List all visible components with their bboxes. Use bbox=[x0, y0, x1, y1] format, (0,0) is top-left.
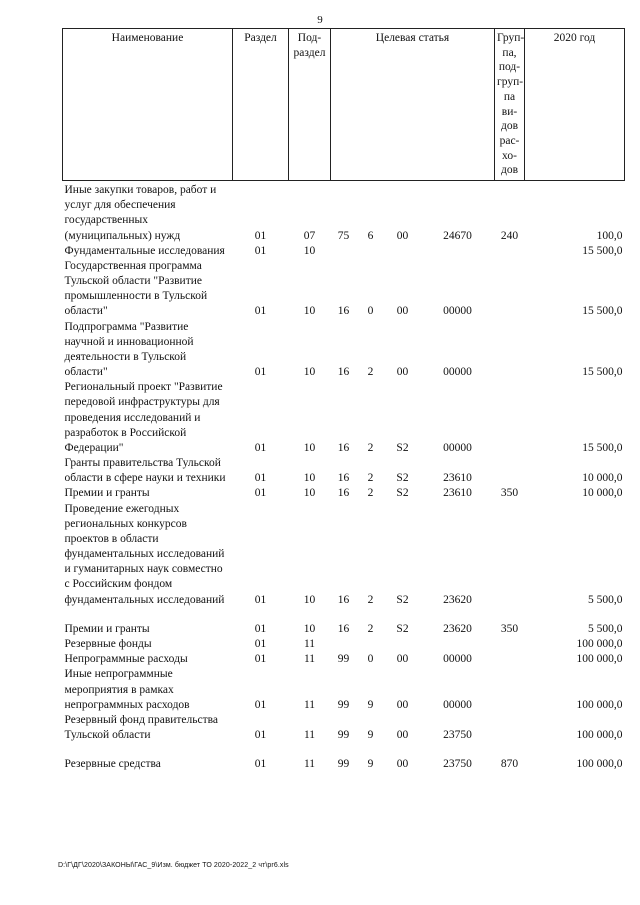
row-target-program: 16 bbox=[337, 622, 350, 635]
row-podrazdel: 10 bbox=[303, 487, 316, 500]
row-amount: 5 500,0 bbox=[588, 622, 623, 635]
row-razdel: 01 bbox=[254, 653, 267, 666]
table-row bbox=[63, 320, 625, 381]
row-expense-group bbox=[495, 456, 525, 486]
header-expense-group: Груп-па, под-груп-па ви-дов рас-хо-дов bbox=[495, 29, 525, 181]
row-name: Проведение ежегодных региональных конкурсов проектов в области фундаментальных исследований и гуманитарных наук совместно с Российским фондом фундаментальных исследований bbox=[64, 502, 225, 606]
row-razdel: 01 bbox=[254, 729, 267, 742]
row-amount: 15 500,0 bbox=[582, 305, 623, 318]
page-number: 9 bbox=[317, 14, 323, 26]
row-podrazdel: 10 bbox=[303, 366, 316, 379]
row-target-direction: 24670 bbox=[443, 229, 472, 242]
row-target-direction: 23620 bbox=[443, 622, 472, 635]
row-expense-group bbox=[495, 380, 525, 456]
row-name: Государственная программа Тульской области "Развитие промышленности в Тульской области" bbox=[64, 259, 208, 318]
row-target-program: 99 bbox=[337, 653, 350, 666]
row-amount: 100 000,0 bbox=[576, 758, 623, 771]
table-row bbox=[63, 757, 625, 772]
row-target-direction: 23750 bbox=[443, 758, 472, 771]
row-target-direction: 23610 bbox=[443, 472, 472, 485]
row-expense-group bbox=[495, 259, 525, 320]
header-year: 2020 год bbox=[525, 29, 625, 181]
row-target-event: S2 bbox=[396, 441, 409, 454]
row-expense-group bbox=[495, 320, 525, 381]
row-expense-group bbox=[495, 713, 525, 743]
row-amount: 15 500,0 bbox=[582, 244, 623, 257]
row-razdel: 01 bbox=[254, 487, 267, 500]
row-name: Непрограммные расходы bbox=[64, 653, 188, 666]
row-target-program: 16 bbox=[337, 487, 350, 500]
row-amount: 15 500,0 bbox=[582, 366, 623, 379]
table-row bbox=[63, 622, 625, 637]
row-target-event: 00 bbox=[396, 229, 409, 242]
budget-table bbox=[62, 28, 625, 772]
row-podrazdel: 10 bbox=[303, 593, 316, 606]
table-row bbox=[63, 183, 625, 244]
row-razdel: 01 bbox=[254, 229, 267, 242]
row-expense-group bbox=[495, 637, 525, 652]
row-podrazdel: 11 bbox=[303, 729, 316, 742]
row-target-event: S2 bbox=[396, 593, 409, 606]
row-target-program: 99 bbox=[337, 698, 350, 711]
row-razdel: 01 bbox=[254, 366, 267, 379]
row-target-event: 00 bbox=[396, 305, 409, 318]
table-row bbox=[63, 652, 625, 667]
table-row bbox=[63, 502, 625, 608]
row-target-subprogram: 9 bbox=[367, 758, 374, 771]
row-amount: 100 000,0 bbox=[576, 637, 623, 650]
row-target-program: 99 bbox=[337, 758, 350, 771]
row-target-program: 16 bbox=[337, 305, 350, 318]
row-podrazdel: 10 bbox=[303, 622, 316, 635]
row-amount: 5 500,0 bbox=[588, 593, 623, 606]
row-podrazdel: 11 bbox=[303, 653, 316, 666]
row-target-program: 16 bbox=[337, 366, 350, 379]
row-target-subprogram: 2 bbox=[367, 366, 374, 379]
row-podrazdel: 11 bbox=[303, 758, 316, 771]
row-target-subprogram: 0 bbox=[367, 305, 374, 318]
table-row bbox=[63, 244, 625, 259]
row-target-subprogram bbox=[357, 244, 385, 259]
header-name: Наименование bbox=[63, 29, 233, 181]
row-podrazdel: 10 bbox=[303, 472, 316, 485]
row-target-direction: 23750 bbox=[443, 729, 472, 742]
row-target-direction bbox=[421, 637, 495, 652]
row-target-subprogram: 6 bbox=[367, 229, 374, 242]
table-row bbox=[63, 667, 625, 713]
row-name: Резервные средства bbox=[64, 758, 161, 771]
row-target-event: 00 bbox=[396, 729, 409, 742]
row-name: Фундаментальные исследования bbox=[64, 244, 225, 257]
row-amount: 100 000,0 bbox=[576, 729, 623, 742]
row-target-subprogram: 9 bbox=[367, 698, 374, 711]
row-podrazdel: 10 bbox=[303, 441, 316, 454]
row-target-program: 75 bbox=[337, 229, 350, 242]
row-target-subprogram: 2 bbox=[367, 622, 374, 635]
row-amount: 10 000,0 bbox=[582, 472, 623, 485]
row-expense-group: 870 bbox=[500, 758, 519, 771]
row-amount: 10 000,0 bbox=[582, 487, 623, 500]
row-name: Резервный фонд правительства Тульской области bbox=[64, 713, 219, 742]
row-expense-group bbox=[495, 667, 525, 713]
row-target-direction: 00000 bbox=[443, 441, 472, 454]
row-target-direction: 00000 bbox=[443, 698, 472, 711]
row-razdel: 01 bbox=[254, 441, 267, 454]
row-target-subprogram bbox=[357, 637, 385, 652]
row-target-event: S2 bbox=[396, 487, 409, 500]
row-name: Премии и гранты bbox=[64, 622, 150, 635]
table-row bbox=[63, 486, 625, 501]
table-row bbox=[63, 637, 625, 652]
row-expense-group: 350 bbox=[500, 622, 519, 635]
file-path-footer: D:\Г\ДГ\2020\ЗАКОНЫ\ГАС_9\Изм. бюджет ТО 2020-2022_2 чт\pr6.xls bbox=[58, 862, 289, 869]
row-name: Иные закупки товаров, работ и услуг для обеспечения государственных (муниципальных) нужд bbox=[64, 184, 217, 242]
row-podrazdel: 10 bbox=[303, 305, 316, 318]
row-target-subprogram: 2 bbox=[367, 593, 374, 606]
row-razdel: 01 bbox=[254, 305, 267, 318]
row-name: Гранты правительства Тульской области в сфере науки и техники bbox=[64, 457, 226, 485]
row-target-direction: 23620 bbox=[443, 593, 472, 606]
row-name: Региональный проект "Развитие передовой инфраструктуры для проведения исследований и разработок в Российской Федерации" bbox=[64, 381, 223, 454]
row-target-direction: 00000 bbox=[443, 653, 472, 666]
row-razdel: 01 bbox=[254, 698, 267, 711]
row-target-subprogram: 2 bbox=[367, 472, 374, 485]
row-target-program: 16 bbox=[337, 593, 350, 606]
row-target-program: 16 bbox=[337, 441, 350, 454]
row-target-direction: 00000 bbox=[443, 305, 472, 318]
row-name: Резервные фонды bbox=[64, 637, 152, 650]
row-podrazdel: 07 bbox=[303, 229, 316, 242]
table-row bbox=[63, 713, 625, 743]
row-target-event: S2 bbox=[396, 622, 409, 635]
row-target-subprogram: 0 bbox=[367, 653, 374, 666]
row-razdel: 01 bbox=[254, 637, 267, 650]
row-target-direction: 00000 bbox=[443, 366, 472, 379]
row-amount: 100 000,0 bbox=[576, 653, 623, 666]
row-razdel: 01 bbox=[254, 472, 267, 485]
row-target-program: 99 bbox=[337, 729, 350, 742]
header-target-article: Целевая статья bbox=[331, 29, 495, 181]
row-target-subprogram: 9 bbox=[367, 729, 374, 742]
row-expense-group: 350 bbox=[500, 487, 519, 500]
row-target-event: 00 bbox=[396, 758, 409, 771]
row-razdel: 01 bbox=[254, 758, 267, 771]
row-target-program: 16 bbox=[337, 472, 350, 485]
row-target-event: 00 bbox=[396, 653, 409, 666]
row-expense-group bbox=[495, 652, 525, 667]
row-razdel: 01 bbox=[254, 593, 267, 606]
row-podrazdel: 10 bbox=[303, 244, 316, 257]
row-target-program bbox=[331, 637, 357, 652]
row-target-subprogram: 2 bbox=[367, 441, 374, 454]
row-podrazdel: 11 bbox=[303, 637, 316, 650]
row-target-event bbox=[385, 244, 421, 259]
table-row bbox=[63, 456, 625, 486]
table-row bbox=[63, 259, 625, 320]
row-target-direction: 23610 bbox=[443, 487, 472, 500]
row-razdel: 01 bbox=[254, 622, 267, 635]
row-razdel: 01 bbox=[254, 244, 267, 257]
row-amount: 100,0 bbox=[596, 229, 623, 242]
row-target-event: S2 bbox=[396, 472, 409, 485]
row-expense-group: 240 bbox=[500, 229, 519, 242]
row-target-event: 00 bbox=[396, 366, 409, 379]
row-target-event: 00 bbox=[396, 698, 409, 711]
row-target-subprogram: 2 bbox=[367, 487, 374, 500]
row-podrazdel: 11 bbox=[303, 698, 316, 711]
row-target-direction bbox=[421, 244, 495, 259]
row-expense-group bbox=[495, 244, 525, 259]
row-target-program bbox=[331, 244, 357, 259]
table-row bbox=[63, 380, 625, 456]
row-name: Иные непрограммные мероприятия в рамках непрограммных расходов bbox=[64, 668, 190, 711]
header-razdel: Раздел bbox=[233, 29, 289, 181]
row-name: Подпрограмма "Развитие научной и инновационной деятельности в Тульской области" bbox=[64, 320, 194, 379]
row-amount: 15 500,0 bbox=[582, 441, 623, 454]
header-podrazdel: Под-раздел bbox=[289, 29, 331, 181]
row-amount: 100 000,0 bbox=[576, 698, 623, 711]
row-name: Премии и гранты bbox=[64, 487, 150, 500]
row-target-event bbox=[385, 637, 421, 652]
row-expense-group bbox=[495, 502, 525, 608]
